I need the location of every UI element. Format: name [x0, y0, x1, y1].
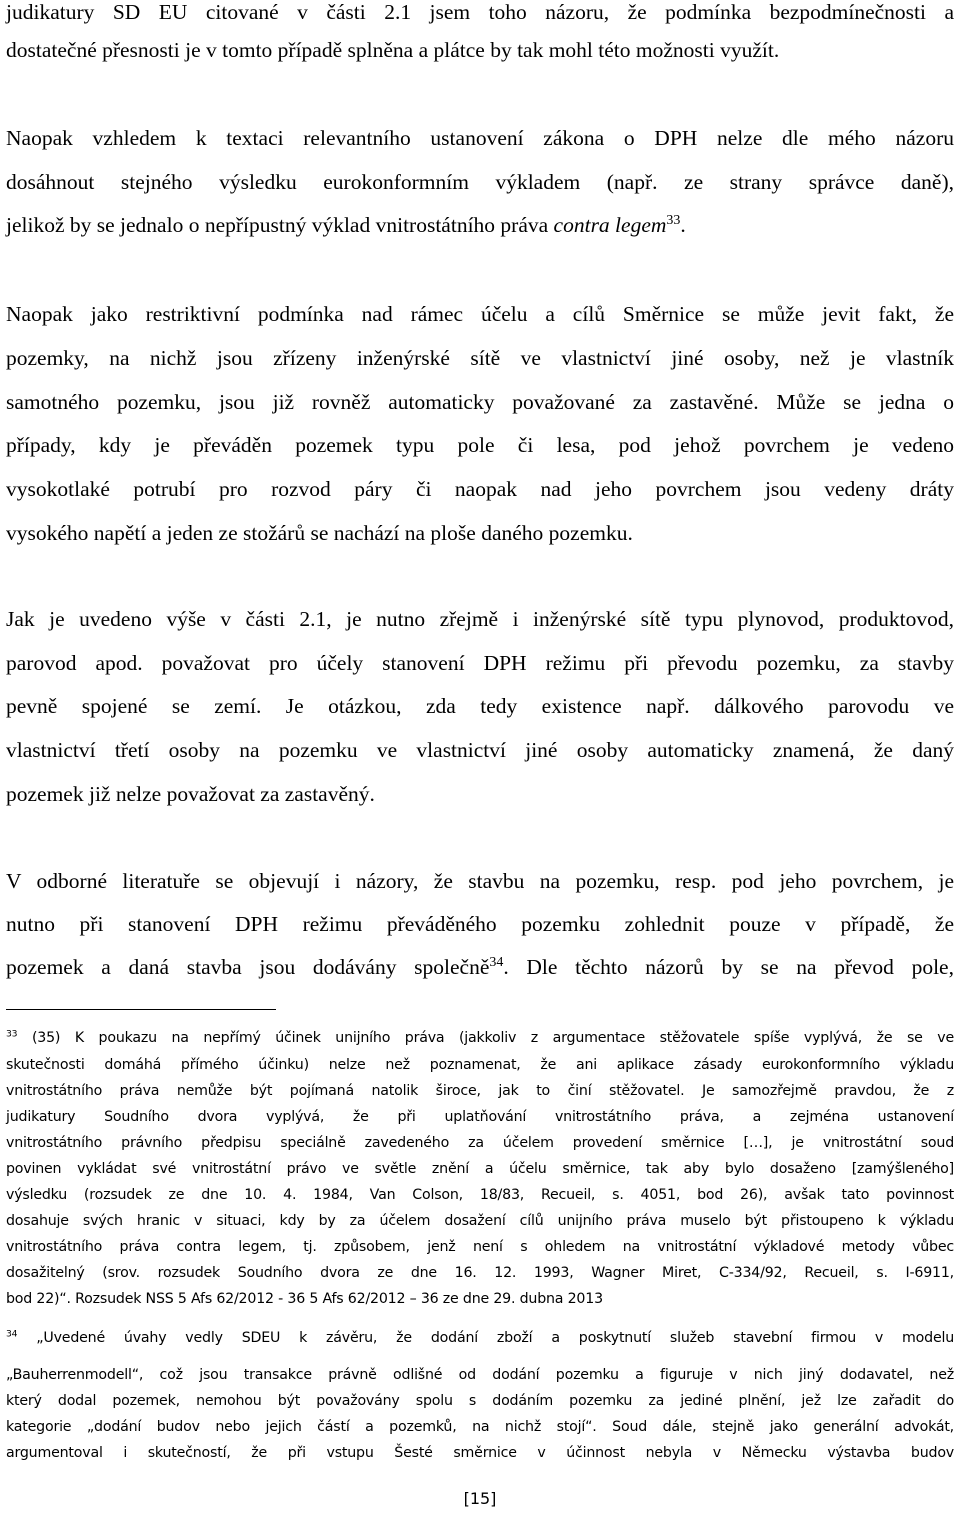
footnote-33-line: výsledku (rozsudek ze dne 10. 4. 1984, Van Colson, 18/83, Recueil, s. 4051, bod 26), avšak tato povinnost [6, 1187, 954, 1203]
footnote-33-line: povinen vykládat své vnitrostátní právo ve světle znění a účelu směrnice, tak aby bylo dosaženo [zamýšleného] [6, 1161, 954, 1177]
footnote-34-line: který dodal pozemek, nemohou být považovány spolu s dodáním pozemku za jediné plnění, jež lze zařadit do [6, 1393, 954, 1409]
body-line: V odborné literatuře se objevují i názory, že stavbu na pozemku, resp. pod jeho povrchem, je [6, 869, 954, 893]
footnote-33-line [6, 1030, 954, 1046]
body-line: pevně spojené se zemí. Je otázkou, zda tedy existence např. dálkového parovodu ve [6, 694, 954, 718]
footnote-34-line: kategorie „dodání budov nebo jejich částí a pozemků, na nichž stojí“. Soud dále, stejně jako generální advokát, [6, 1419, 954, 1435]
body-line: samotného pozemku, jsou již rovněž automaticky považované za zastavěné. Může se jedna o [6, 390, 954, 414]
footnote-marker-34: 34 [6, 1328, 18, 1340]
body-text: . [680, 213, 686, 237]
body-line: vysokotlaké potrubí pro rozvod páry či naopak nad jeho povrchem jsou vedeny dráty [6, 477, 954, 501]
body-line: nutno při stanovení DPH režimu převáděného pozemku zohlednit pouze v případě, že [6, 912, 954, 936]
footnote-33-line: vnitrostátního práva nemůže být pojímaná natolik široce, jak to činí stěžovatel. Je samozřejmě pravdou, že z [6, 1083, 954, 1099]
footnote-33-line: dosažitelný (srov. rozsudek Soudního dvora ze dne 16. 12. 1993, Wagner Miret, C-334/92, Recueil, s. I-6911, [6, 1265, 954, 1281]
body-line: pozemky, na nichž jsou zřízeny inženýrské sítě ve vlastnictví jiné osoby, než je vlastník [6, 346, 954, 370]
body-line: vysokého napětí a jeden ze stožárů se nachází na ploše daného pozemku. [6, 521, 633, 545]
italic-term: contra legem [553, 213, 667, 237]
page-number: [15] [463, 1489, 497, 1508]
body-line: Naopak vzhledem k textaci relevantního ustanovení zákona o DPH nelze dle mého názoru [6, 126, 954, 150]
body-line: vlastnictví třetí osoby na pozemku ve vlastnictví jiné osoby automaticky znamená, že daný [6, 738, 954, 762]
body-line: případy, kdy je převáděn pozemek typu pole či lesa, pod jehož povrchem je vedeno [6, 433, 954, 457]
footnote-34-line: argumentoval i skutečností, že při vstupu Šesté směrnice v účinnost nebyla v Německu výstavba budov [6, 1445, 954, 1461]
footnote-34-line [6, 1330, 954, 1346]
body-line-with-footnote-ref [6, 955, 954, 980]
body-line: dosáhnout stejného výsledku eurokonformním výkladem (např. ze strany správce daně), [6, 170, 954, 194]
footnote-text: (35) K poukazu na nepřímý účinek unijního práva (jakkoliv z argumentace stěžovatele spíše vyplývá, že se ve [31, 1030, 955, 1046]
footnote-34-line: „Bauherrenmodell“, což jsou transakce právně odlišné od dodání pozemku a figuruje v nich jiný dodavatel, než [6, 1367, 954, 1383]
footnote-marker-33: 33 [6, 1028, 18, 1040]
body-line: pozemek již nelze považovat za zastavěný. [6, 782, 375, 806]
body-line: Jak je uvedeno výše v části 2.1, je nutno zřejmě i inženýrské sítě typu plynovod, produktovod, [6, 607, 954, 631]
footnote-33-line: vnitrostátního právního předpisu speciálně zavedeného za účelem provedení směrnice […], je vnitrostátní soud [6, 1135, 954, 1151]
footnote-33-line: dosahuje svých hranic v situaci, kdy by za účelem dosažení cílů unijního práva muselo být přistoupeno k výkladu [6, 1213, 954, 1229]
footnote-33-line: judikatury Soudního dvora vyplývá, že při uplatňování vnitrostátního práva, a zejména ustanovení [6, 1109, 954, 1125]
footnote-text: „Uvedené úvahy vedly SDEU k závěru, že dodání zboží a poskytnutí služeb stavební firmou v modelu [36, 1330, 955, 1346]
footnote-ref-34[interactable]: 34 [489, 954, 504, 970]
body-line: Naopak jako restriktivní podmínka nad rámec účelu a cílů Směrnice se může jevit fakt, že [6, 302, 954, 326]
footnote-ref-33[interactable]: 33 [666, 212, 681, 228]
body-text: pozemek a daná stavba jsou dodávány společně [6, 955, 490, 979]
body-line-with-footnote-ref [6, 213, 954, 238]
body-line: parovod apod. považovat pro účely stanovení DPH režimu při převodu pozemku, za stavby [6, 651, 954, 675]
footnote-separator [6, 1009, 276, 1010]
body-line: judikatury SD EU citované v části 2.1 jsem toho názoru, že podmínka bezpodmínečnosti a [6, 0, 954, 24]
footnote-33-line: skutečnosti domáhá přímého účinku) nelze než poznamenat, že ani aplikace zásady eurokonformního výkladu [6, 1057, 954, 1073]
body-text: . Dle těchto názorů by se na převod pole, [503, 955, 954, 979]
body-text: jelikož by se jednalo o nepřípustný výklad vnitrostátního práva [6, 213, 554, 237]
footnote-33-line: bod 22)“. Rozsudek NSS 5 Afs 62/2012 - 36 5 Afs 62/2012 – 36 ze dne 29. dubna 2013 [6, 1291, 603, 1307]
footnote-33-line: vnitrostátního práva contra legem, tj. způsobem, jenž není s ohledem na vnitrostátní výkladové metody vůbec [6, 1239, 954, 1255]
body-line: dostatečné přesnosti je v tomto případě splněna a plátce by tak mohl této možnosti využít. [6, 38, 780, 62]
